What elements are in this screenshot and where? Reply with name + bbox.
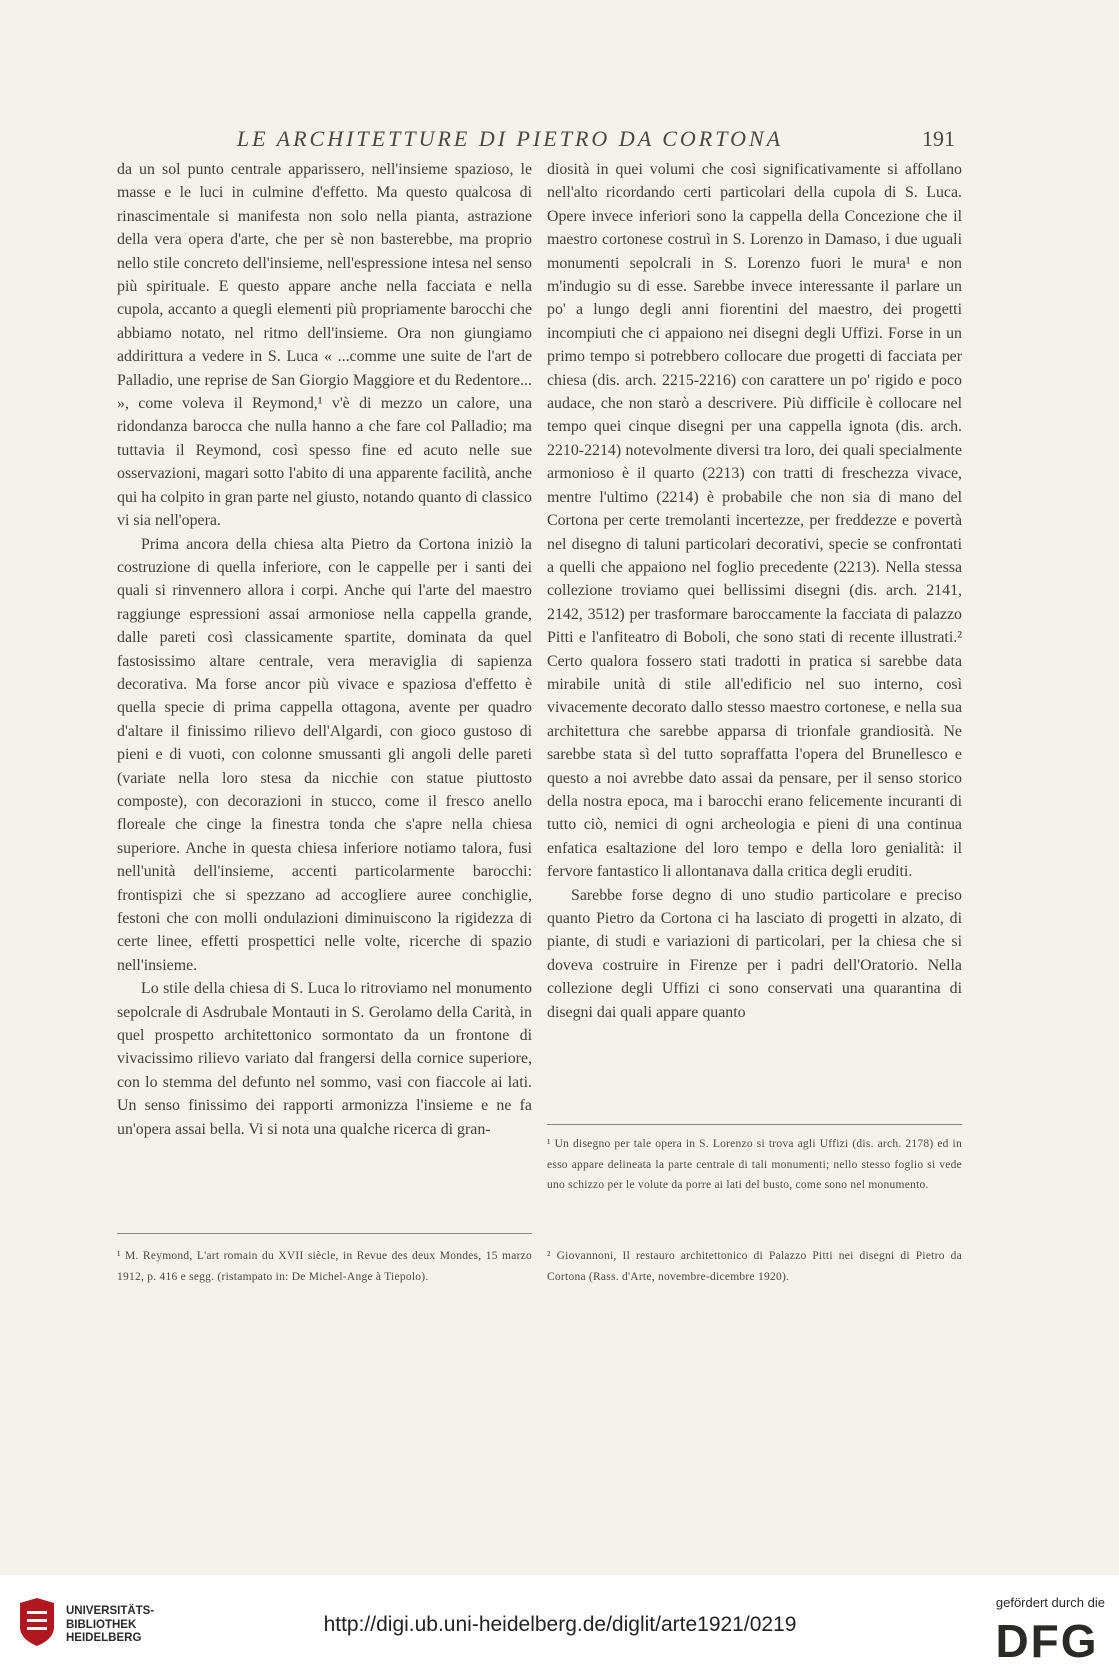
svg-text:DFG: DFG	[995, 1617, 1099, 1663]
viewer-footer	[0, 1575, 1119, 1673]
footnote-rule	[547, 1124, 962, 1125]
footnote-text: ¹ Un disegno per tale opera in S. Lorenzo si trova agli Uffizi (dis. arch. 2178) ed in esso appare delineata la parte centrale di tali monumenti; nello stesso foglio si vede uno schizzo per le volute da porre ai lati del busto, come sono nel monumento.	[547, 1138, 962, 1192]
running-title: LE ARCHITETTURE DI PIETRO DA CORTONA	[236, 126, 784, 151]
footnote-text: ¹ M. Reymond, L'art romain du XVII siècle, in Revue des deux Mondes, 15 marzo 1912, p. 416 e segg. (ristampato in: De Michel-Ange à Tiepolo).	[117, 1250, 532, 1283]
heidelberg-library-logo[interactable]	[16, 1597, 58, 1647]
paragraph: da un sol punto centrale apparissero, nell'insieme spazioso, le masse e le luci in culmine d'effetto. Ma questo qualcosa di rinascimentale si manifesta non solo nella pianta, astrazione della vera opera d'arte, che per sè non basterebbe, ma proprio nello stile concreto dell'insieme, nell'espressione intesa nel senso più spirituale. E questo appare anche nella facciata e nella cupola, accanto a quegli elementi più propriamente barocchi che abbiamo notato, nel ritmo dell'insieme. Ora non giungiamo addirittura a vedere in S. Luca « ...comme une suite de l'art de Palladio, une reprise de San Giorgio Maggiore et du Redentore... », come voleva il Reymond,¹ v'è di mezzo un calore, una ridondanza barocca che nulla hanno a che fare col Palladio; ma tuttavia il Reymond, così spesso fine ed acuto nelle sue osservazioni, magari sotto l'abito di una apparente facilità, anche qui ha colpito in gran parte nel giusto, notando quanto di classico vi sia nell'opera.	[117, 161, 532, 530]
source-url[interactable]: http://digi.ub.uni-heidelberg.de/diglit/arte1921/0219	[323, 1613, 797, 1636]
left-column	[117, 158, 532, 1141]
paragraph: Lo stile della chiesa di S. Luca lo ritroviamo nel monumento sepolcrale di Asdrubale Montauti in S. Gerolamo della Carità, in quel prospetto architettonico sormontato da un frontone di vivacissimo rilievo variato dal frangersi della cornice superiore, con lo stemma del defunto nel sommo, vasi con fiaccole ai lati. Un senso finissimo dei rapporti armonizza l'insieme e ne fa un'opera assai bella. Vi si nota una qualche ricerca di gran-	[117, 980, 532, 1138]
paragraph: Prima ancora della chiesa alta Pietro da Cortona iniziò la costruzione di quella inferiore, con le cappelle per i santi dei quali si rinvennero allora i corpi. Anche qui l'arte del maestro raggiunge espressioni assai armoniose nella cappella grande, dalle pareti così classicamente spartite, dominata da quel fastosissimo altare centrale, vera meraviglia di sapienza decorativa. Ma forse ancor più vivace e spaziosa d'effetto è quella specie di prima cappella ottagona, avente per quadro d'altare il finissimo rilievo dell'Algardi, con gioco gustoso di pieni e di vuoti, con colonne smussanti gli angoli delle pareti (variate nella loro stesa da nicchie con statue piuttosto composte), con decorazioni in stucco, come il fresco anello floreale che cinge la finestra tonda che s'apre nella chiesa superiore. Anche in questa chiesa inferiore notiamo talora, fusi nell'unità dell'insieme, accenti particolarmente barocchi: frontispizi che si spezzano ad accogliere auree conchiglie, festoni che con molli ondulazioni diminuiscono la rigidezza di certe linee, effetti prospettici nelle volte, ricerche di spazio nell'insieme.	[117, 535, 532, 974]
paragraph: Sarebbe forse degno di uno studio particolare e preciso quanto Pietro da Cortona ci ha lasciato di progetti in alzato, di piante, di studi e variazioni di particolari, per la chiesa che si doveva costruire in Firenze per i padri dell'Oratorio. Nella collezione degli Uffizi ci sono conservati una quarantina di disegni dai quali appare quanto	[547, 886, 962, 1021]
footnote-left	[117, 1246, 532, 1287]
sponsor-caption: gefördert durch die	[995, 1595, 1105, 1610]
library-name: UNIVERSITÄTS- BIBLIOTHEK HEIDELBERG	[66, 1605, 155, 1644]
footnote-right-1	[547, 1134, 962, 1196]
footnote-text: ² Giovannoni, Il restauro architettonico di Palazzo Pitti nei disegni di Pietro da Cortona (Rass. d'Arte, novembre-dicembre 1920).	[547, 1250, 962, 1283]
dfg-logo[interactable]	[986, 1617, 1108, 1663]
page-number: 191	[922, 126, 955, 151]
footnote-right-2	[547, 1246, 962, 1287]
footnote-rule	[117, 1233, 532, 1234]
paragraph: diosità in quei volumi che così significativamente si affollano nell'alto ricordando certi particolari della cupola di S. Luca. Opere invece inferiori sono la cappella della Concezione che il maestro cortonese costruì in S. Lorenzo in Damaso, i due uguali monumenti sepolcrali in S. Lorenzo fuori le mura¹ e non m'indugio su di esse. Sarebbe invece interessante il parlare un po' a lungo degli anni fiorentini del maestro, dei progetti incompiuti che ci appaiono nei disegni degli Uffizi. Forse in un primo tempo si potrebbero collocare due progetti di facciata per chiesa (dis. arch. 2215-2216) con carattere un po' rigido e poco audace, che non starò a descrivere. Più difficile è collocare nel tempo quei cinque disegni per una cappella ignota (dis. arch. 2210-2214) notevolmente diversi tra loro, dei quali specialmente armonioso è il quarto (2213) con tratti di freschezza vivace, mentre l'ultimo (2214) è probabile che non sia di mano del Cortona per certe tremolanti incertezze, per freddezze e povertà nel disegno di taluni particolari decorativi, specie se confrontati a quelli che appaiono nel foglio precedente (2213). Nella stessa collezione troviamo quei bellissimi disegni (dis. arch. 2141, 2142, 3512) per trasformare baroccamente la facciata di palazzo Pitti e l'anfiteatro di Boboli, che sono stati di recente illustrati.² Certo qualora fossero stati tradotti in pratica si sarebbe data mirabile unità di stile all'edificio nel suo interno, così vivacemente decorato dallo stesso maestro cortonese, e nella sua architettura che sarebbe apparsa di trionfale grandiosità. Ne sarebbe stata sì del tutto sopraffatta l'opera del Brunellesco e questo a noi avrebbe dato assai da pensare, per il senso storico della nostra epoca, ma i barocchi erano felicemente incuranti di tutto ciò, nemici di ogni archeologia e pieni di una continua enfatica esaltazione del loro tempo e della loro genialità: il fervore fantastico li allontanava dalla critica degli eruditi.	[547, 161, 962, 881]
right-column	[547, 158, 962, 1024]
